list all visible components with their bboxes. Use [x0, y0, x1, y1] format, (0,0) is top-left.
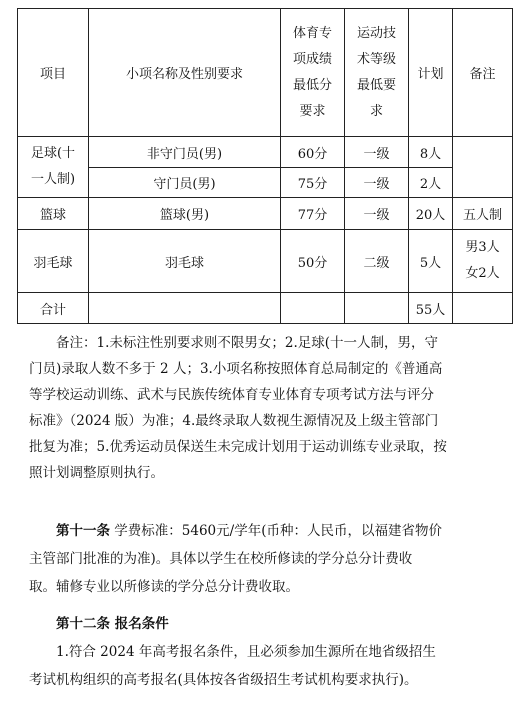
item-cell: 羽毛球 [89, 230, 281, 293]
item-cell: 非守门员(男) [89, 137, 281, 168]
article-line: 考试机构组织的高考报名(具体按各省级招生考试机构要求执行)。 [29, 672, 418, 688]
total-label: 合计 [18, 293, 89, 324]
plan-cell: 5人 [409, 230, 453, 293]
project-badminton: 羽毛球 [18, 230, 89, 293]
project-football: 足球(十 一人制) [18, 137, 89, 198]
level-cell: 一级 [345, 198, 409, 230]
level-cell: 二级 [345, 230, 409, 293]
score-cell: 50分 [281, 230, 345, 293]
score-cell: 77分 [281, 198, 345, 230]
article-12-subtitle: 报名条件 [110, 616, 169, 632]
article-11 [29, 517, 519, 601]
level-cell: 一级 [345, 137, 409, 168]
empty-cell [89, 293, 281, 324]
score-cell: 75分 [281, 168, 345, 198]
table-row [18, 137, 513, 168]
note-line: 等学校运动训练、武术与民族传统体育专业体育专项考试方法与评分 [29, 387, 434, 403]
article-line: 主管部门批准的为准)。具体以学生在校所修读的学分总分计费收 [29, 551, 413, 567]
article-line: 学费标准：5460元/学年(币种：人民币，以福建省物价 [110, 523, 442, 539]
header-min-level: 运动技 术等级 最低要 求 [345, 9, 409, 137]
header-project: 项目 [18, 9, 89, 137]
article-11-title: 第十一条 [56, 523, 110, 539]
plan-cell: 2人 [409, 168, 453, 198]
note-cell [453, 137, 513, 198]
enrollment-plan-table [17, 8, 513, 324]
note-cell: 五人制 [453, 198, 513, 230]
empty-cell [453, 293, 513, 324]
header-item-name: 小项名称及性别要求 [89, 9, 281, 137]
header-min-score: 体育专 项成绩 最低分 要求 [281, 9, 345, 137]
table-row [18, 230, 513, 293]
project-basketball: 篮球 [18, 198, 89, 230]
article-line: 取。辅修专业以所修读的学分总分计费收取。 [29, 579, 299, 595]
note-line: 照计划调整原则执行。 [29, 465, 164, 481]
score-cell: 60分 [281, 137, 345, 168]
note-line: 批复为准；5.优秀运动员保送生未完成计划用于运动训练专业录取，按 [29, 439, 447, 455]
note-line: 门员)录取人数不多于 2 人；3.小项名称按照体育总局制定的《普通高 [29, 361, 443, 377]
level-cell: 一级 [345, 168, 409, 198]
total-plan: 55人 [409, 293, 453, 324]
table-row [18, 168, 513, 198]
note-line: 备注：1.未标注性别要求则不限男女；2.足球(十一人制，男，守 [56, 335, 439, 351]
header-plan: 计划 [409, 9, 453, 137]
item-cell: 守门员(男) [89, 168, 281, 198]
table-notes [29, 330, 519, 486]
article-12 [29, 610, 519, 694]
empty-cell [281, 293, 345, 324]
article-line: 1.符合 2024 年高考报名条件，且必须参加生源所在地省级招生 [56, 644, 436, 660]
item-cell: 篮球(男) [89, 198, 281, 230]
plan-cell: 20人 [409, 198, 453, 230]
table-row-total [18, 293, 513, 324]
article-12-title: 第十二条 [56, 616, 110, 632]
table-row [18, 198, 513, 230]
empty-cell [345, 293, 409, 324]
header-note: 备注 [453, 9, 513, 137]
note-line: 标准》（2024 版）为准；4.最终录取人数视生源情况及上级主管部门 [29, 413, 439, 429]
note-cell: 男3人 女2人 [453, 230, 513, 293]
plan-cell: 8人 [409, 137, 453, 168]
